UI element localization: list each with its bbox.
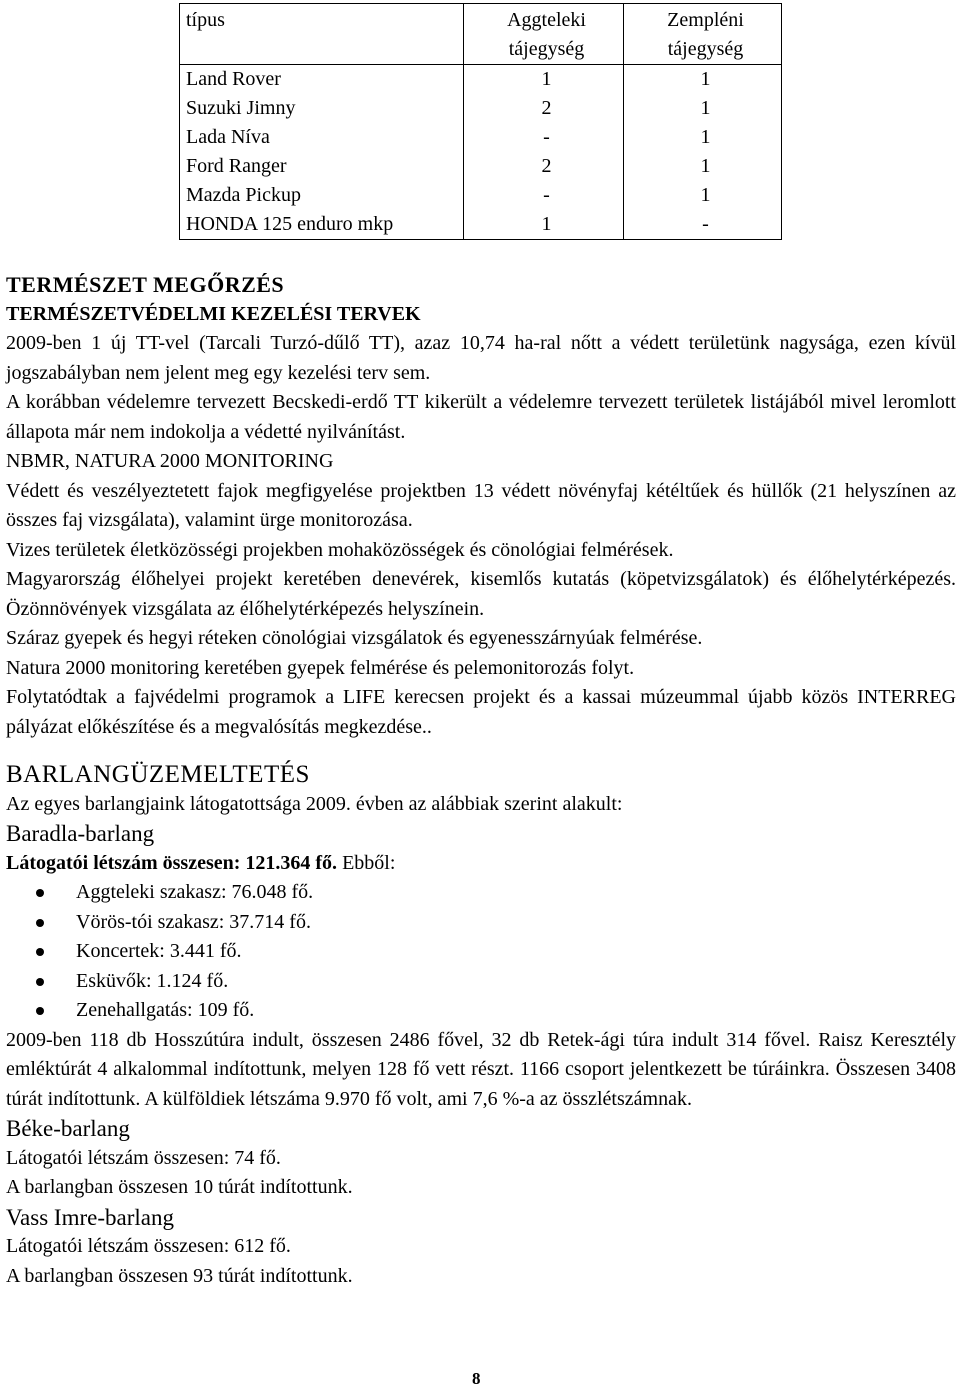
section-title-termeszet: TERMÉSZET MEGŐRZÉS: [6, 272, 285, 297]
cell-aggteleki: 1: [464, 65, 624, 95]
table-row: [180, 123, 782, 152]
cave-title-beke: Béke-barlang: [6, 1116, 130, 1141]
header-type: típus: [180, 4, 464, 65]
baradla-total-rest: Ebből:: [337, 851, 396, 874]
header-zempleni: Zempléni tájegység: [624, 4, 782, 65]
cell-zempleni: 1: [624, 123, 782, 152]
bullet-icon: [36, 889, 44, 897]
paragraph: 2009-ben 1 új TT-vel (Tarcali Turzó-dűlő TT), azaz 10,74 ha-ral nőtt a védett területünk nagysága, ezen kívül jogszabályban nem jelent meg egy kezelési terv sem.: [6, 332, 956, 384]
list-item: Koncertek: 3.441 fő.: [6, 937, 956, 967]
list-item: Esküvők: 1.124 fő.: [6, 967, 956, 997]
cell-type: Mazda Pickup: [180, 181, 464, 210]
paragraph: Natura 2000 monitoring keretében gyepek felmérése és pelemonitorozás folyt.: [6, 656, 635, 679]
cell-aggteleki: 1: [464, 210, 624, 240]
table-row: [180, 181, 782, 210]
cave-title-vass: Vass Imre-barlang: [6, 1204, 174, 1230]
cell-aggteleki: -: [464, 181, 624, 210]
paragraph: Az egyes barlangjaink látogatottsága 2009. évben az alábbiak szerint alakult:: [6, 792, 623, 815]
cell-type: Land Rover: [180, 65, 464, 95]
list-item: Aggteleki szakasz: 76.048 fő.: [6, 878, 956, 908]
section-subtitle-nbmr: NBMR, NATURA 2000 MONITORING: [6, 450, 334, 472]
bullet-icon: [36, 1007, 44, 1015]
list-item: Vörös-tói szakasz: 37.714 fő.: [6, 908, 956, 938]
paragraph: Védett és veszélyeztetett fajok megfigyelése projektben 13 védett növényfaj kétéltűek és hüllők (21 helyszínen az összes faj vizsgálata), valamint ürge monitorozása.: [6, 479, 956, 531]
vass-tours: A barlangban összesen 93 túrát indítottunk.: [6, 1264, 353, 1287]
header-aggteleki: Aggteleki tájegység: [464, 4, 624, 65]
paragraph: Vizes területek életközösségi projekben mohaközösségek és cönológiai felmérések.: [6, 538, 674, 561]
beke-visitors: Látogatói létszám összesen: 74 fő.: [6, 1146, 281, 1169]
baradla-list: [6, 878, 956, 1026]
bullet-icon: [36, 948, 44, 956]
cell-zempleni: -: [624, 210, 782, 240]
cave-title-baradla: Baradla-barlang: [6, 821, 155, 846]
section-title-barlang: BARLANGÜZEMELTETÉS: [6, 761, 310, 788]
cell-aggteleki: 2: [464, 94, 624, 123]
cell-zempleni: 1: [624, 152, 782, 181]
cell-zempleni: 1: [624, 65, 782, 95]
table-header-row: [180, 4, 782, 65]
paragraph: A korábban védelemre tervezett Becskedi-erdő TT kikerült a védelemre tervezett területek listájából mivel leromlott állapota már nem indokolja a védetté nyilvánítást.: [6, 391, 956, 443]
vehicle-table: [179, 3, 782, 240]
document-body: [6, 270, 956, 1291]
cell-type: HONDA 125 enduro mkp: [180, 210, 464, 240]
cell-type: Ford Ranger: [180, 152, 464, 181]
list-item: Zenehallgatás: 109 fő.: [6, 996, 956, 1026]
cell-aggteleki: 2: [464, 152, 624, 181]
paragraph: Magyarország élőhelyei projekt keretében denevérek, kisemlős kutatás (köpetvizsgálatok) és élőhelytérképezés. Özönnövények vizsgálata az élőhelytérképezés helyszínein.: [6, 568, 956, 620]
bullet-icon: [36, 919, 44, 927]
bullet-icon: [36, 978, 44, 986]
baradla-total-bold: Látogatói létszám összesen: 121.364 fő.: [6, 851, 338, 874]
paragraph: 2009-ben 118 db Hosszútúra indult, összesen 2486 fővel, 32 db Retek-ági túra indult 314 fővel. Raisz Keresztély emléktúrát 4 alkalommal indítottunk, melyen 128 fő vett részt. 1166 csoport jelentkezett be túráinkra. Összesen 3408 túrát indítottunk. A külföldiek létszáma 9.970 fő volt, ami 7,6 %-a az összlétszámnak.: [6, 1028, 956, 1110]
table-row: [180, 94, 782, 123]
baradla-total: [6, 849, 956, 879]
cell-type: Suzuki Jimny: [180, 94, 464, 123]
vass-visitors: Látogatói létszám összesen: 612 fő.: [6, 1235, 291, 1257]
page-number: 8: [472, 1369, 481, 1388]
cell-type: Lada Níva: [180, 123, 464, 152]
cell-zempleni: 1: [624, 181, 782, 210]
table-row: [180, 210, 782, 240]
cell-zempleni: 1: [624, 94, 782, 123]
table-row: [180, 65, 782, 95]
beke-tours: A barlangban összesen 10 túrát indítottunk.: [6, 1176, 353, 1198]
section-subtitle-kezelesi: TERMÉSZETVÉDELMI KEZELÉSI TERVEK: [6, 302, 421, 325]
cell-aggteleki: -: [464, 123, 624, 152]
paragraph: Folytatódtak a fajvédelmi programok a LIFE kerecsen projekt és a kassai múzeummal újabb közös INTERREG pályázat előkészítése és a megvalósítás megkezdése..: [6, 686, 956, 738]
paragraph: Száraz gyepek és hegyi réteken cönológiai vizsgálatok és egyenesszárnyúak felmérése.: [6, 627, 703, 649]
table-row: [180, 152, 782, 181]
